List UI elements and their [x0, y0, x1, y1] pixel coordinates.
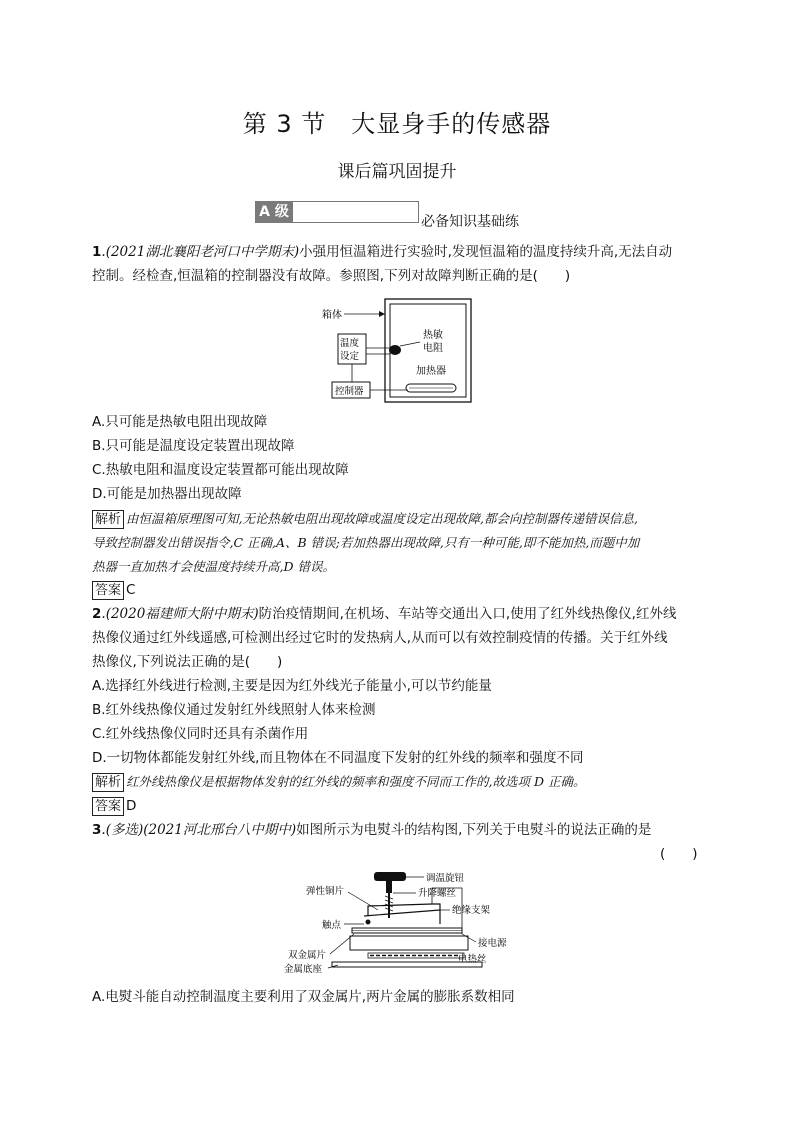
- knob-icon: [374, 872, 406, 881]
- level-badge: A 级: [255, 201, 293, 223]
- q2-source: .(2020福建师大附中期末): [101, 606, 259, 622]
- knob-label: 调温旋钮: [426, 873, 465, 884]
- q1-explain-line1: [92, 507, 638, 531]
- thermostat-diagram: [316, 296, 476, 406]
- q1-option-d: D.可能是加热器出现故障: [92, 486, 242, 502]
- q2-option-c: C.红外线热像仪同时还具有杀菌作用: [92, 726, 309, 742]
- temp-set-label2: 设定: [340, 351, 360, 362]
- q1-option-c: C.热敏电阻和温度设定装置都可能出现故障: [92, 462, 349, 478]
- q1-line1: [92, 240, 672, 264]
- section-title: 第 3 节 大显身手的传感器: [242, 110, 552, 138]
- heater-label: 加热器: [416, 366, 446, 377]
- copper-label: 弹性铜片: [306, 886, 345, 897]
- base-label: 金属底座: [284, 964, 323, 975]
- level-underline: [293, 201, 419, 223]
- q1-answer: [92, 578, 135, 602]
- thermistor-label: 热敏: [423, 330, 443, 341]
- box-label: 箱体: [322, 310, 342, 321]
- q2-option-d: D.一切物体都能发射红外线,而且物体在不同温度下发射的红外线的频率和强度不同: [92, 750, 584, 766]
- bimetal-label: 双金属片: [288, 950, 327, 961]
- q2-explain-line1: [92, 770, 585, 794]
- q3-bracket: ( ): [660, 846, 698, 862]
- q1-text1: 小强用恒温箱进行实验时,发现恒温箱的温度持续升高,无法自动: [299, 244, 673, 260]
- q1-answer-value: C: [126, 582, 136, 598]
- contact-label: 触点: [322, 920, 342, 931]
- q1-explain-tag: 解析: [92, 510, 124, 529]
- wire-label: 电热丝: [458, 954, 487, 965]
- q2-answer-value: D: [126, 798, 137, 814]
- screw-label: 升降螺丝: [418, 888, 457, 899]
- q2-line3: 热像仪,下列说法正确的是( ): [92, 654, 283, 670]
- support-label: 绝缘支架: [452, 905, 491, 916]
- q2-option-b: B.红外线热像仪通过发射红外线照射人体来检测: [92, 702, 376, 718]
- q1-explain-text1: 由恒温箱原理图可知,无论热敏电阻出现故障或温度设定出现故障,都会向控制器传递错误信息,: [126, 511, 638, 526]
- q2-explain-text1: 红外线热像仪是根据物体发射的红外线的频率和强度不同而工作的,故选项 D 正确。: [126, 774, 586, 789]
- q3-line1: [92, 818, 651, 842]
- power-label: 接电源: [478, 938, 507, 949]
- q1-number: 1: [92, 244, 102, 260]
- q3-text1: 如图所示为电熨斗的结构图,下列关于电熨斗的说法正确的是: [296, 822, 652, 838]
- q2-number: 2: [92, 606, 102, 622]
- q1-line2: 控制。经检查,恒温箱的控制器没有故障。参照图,下列对故障判断正确的是( ): [92, 268, 571, 284]
- q2-line1: [92, 602, 676, 626]
- thermistor-icon: [389, 345, 401, 355]
- q2-option-a: A.选择红外线进行检测,主要是因为红外线光子能量小,可以节约能量: [92, 678, 492, 694]
- q1-source: .(2021湖北襄阳老河口中学期末): [101, 244, 300, 260]
- controller-label: 控制器: [335, 386, 364, 397]
- q2-answer-tag: 答案: [92, 797, 124, 816]
- q2-answer: [92, 794, 136, 818]
- q1-explain-line3: 热器一直加热才会使温度持续升高,D 错误。: [92, 559, 335, 574]
- iron-diagram: [282, 866, 542, 978]
- level-label: 必备知识基础练: [421, 214, 519, 230]
- q3-number: 3: [92, 822, 102, 838]
- q2-explain-tag: 解析: [92, 773, 124, 792]
- q3-option-a: A.电熨斗能自动控制温度主要利用了双金属片,两片金属的膨胀系数相同: [92, 989, 515, 1005]
- thermistor-label2: 电阻: [423, 343, 443, 354]
- q1-option-a: A.只可能是热敏电阻出现故障: [92, 414, 268, 430]
- q1-answer-tag: 答案: [92, 581, 124, 600]
- iron-body: [350, 936, 468, 950]
- q1-explain-line2: 导致控制器发出错误指令,C 正确,A、B 错误;若加热器出现故障,只有一种可能,即不能加热,而题中加: [92, 535, 640, 550]
- q2-text1: 防治疫情期间,在机场、车站等交通出入口,使用了红外线热像仪,红外线: [258, 606, 677, 622]
- q1-option-b: B.只可能是温度设定装置出现故障: [92, 438, 295, 454]
- page-subtitle: 课后篇巩固提升: [337, 162, 457, 182]
- q2-line2: 热像仪通过红外线遥感,可检测出经过它时的发热病人,从而可以有效控制疫情的传播。关于红外线: [92, 630, 668, 646]
- temp-set-label: 温度: [340, 338, 360, 349]
- q3-source: .(多选)(2021河北邢台八中期中): [101, 822, 297, 838]
